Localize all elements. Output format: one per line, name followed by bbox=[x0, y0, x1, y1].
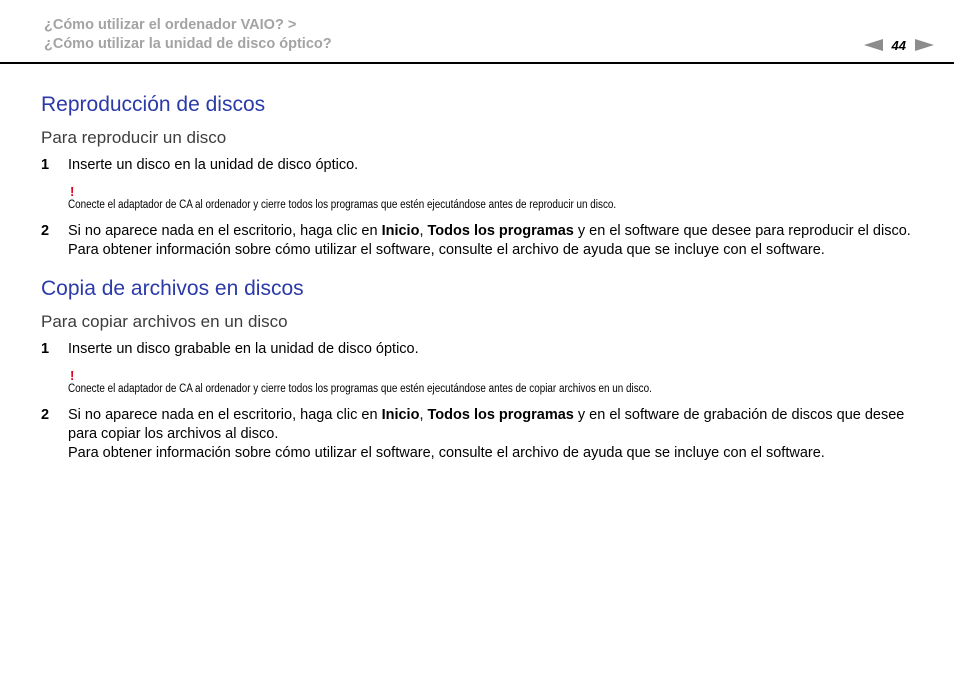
note-block bbox=[68, 370, 921, 397]
section-title: Copia de archivos en discos bbox=[41, 277, 304, 300]
step-text-part: , bbox=[419, 223, 428, 239]
next-page-arrow-icon[interactable] bbox=[915, 39, 934, 51]
step-text-part: , bbox=[419, 407, 428, 423]
step-text bbox=[68, 222, 921, 260]
breadcrumb-link-parent[interactable]: ¿Cómo utilizar el ordenador VAIO? > bbox=[44, 17, 297, 33]
step-text-part: Si no aparece nada en el escritorio, haga clic en bbox=[68, 407, 382, 423]
menu-name-todos-los-programas: Todos los programas bbox=[427, 407, 574, 423]
step-number: 1 bbox=[41, 157, 50, 173]
warning-exclamation-icon: ! bbox=[70, 184, 75, 199]
warning-exclamation-icon: ! bbox=[70, 368, 75, 383]
step-text bbox=[68, 406, 921, 463]
header-divider bbox=[0, 62, 954, 64]
step-item bbox=[41, 406, 921, 463]
page-number: 44 bbox=[891, 37, 906, 53]
step-item bbox=[41, 340, 921, 359]
menu-name-inicio: Inicio bbox=[381, 407, 420, 423]
page-header bbox=[0, 0, 954, 64]
note-text: Conecte el adaptador de CA al ordenador y cierre todos los programas que estén ejecutándose antes de copiar archivos en un disco. bbox=[68, 383, 652, 395]
step-item bbox=[41, 222, 921, 260]
step-text: Inserte un disco grabable en la unidad de disco óptico. bbox=[68, 341, 419, 357]
step-extra-text: Para obtener información sobre cómo utilizar el software, consulte el archivo de ayuda que se incluye con el software. bbox=[68, 242, 825, 258]
section-playback bbox=[41, 92, 921, 260]
main-content bbox=[41, 92, 921, 463]
note-block bbox=[68, 186, 921, 213]
subsection-title: Para reproducir un disco bbox=[41, 128, 227, 147]
section-copy-files bbox=[41, 276, 921, 463]
step-number: 2 bbox=[41, 223, 50, 239]
subsection-title: Para copiar archivos en un disco bbox=[41, 312, 288, 331]
previous-page-arrow-icon[interactable] bbox=[864, 39, 883, 51]
step-number: 1 bbox=[41, 341, 50, 357]
step-number: 2 bbox=[41, 407, 50, 423]
step-text-part: y en el software de grabación de discos que desee para copiar los archivos al disco. bbox=[68, 407, 905, 442]
step-text: Inserte un disco en la unidad de disco óptico. bbox=[68, 157, 359, 173]
step-text-part: y en el software que desee para reproducir el disco. bbox=[573, 223, 911, 239]
breadcrumb-current[interactable]: ¿Cómo utilizar la unidad de disco óptico? bbox=[44, 36, 332, 52]
section-title: Reproducción de discos bbox=[41, 93, 266, 116]
step-extra-text: Para obtener información sobre cómo utilizar el software, consulte el archivo de ayuda que se incluye con el software. bbox=[68, 445, 825, 461]
breadcrumb bbox=[44, 16, 332, 54]
menu-name-todos-los-programas: Todos los programas bbox=[427, 223, 574, 239]
page-navigator bbox=[864, 37, 934, 53]
step-item bbox=[41, 156, 921, 175]
step-text-part: Si no aparece nada en el escritorio, haga clic en bbox=[68, 223, 382, 239]
note-text: Conecte el adaptador de CA al ordenador y cierre todos los programas que estén ejecutándose antes de reproducir un disco. bbox=[68, 199, 617, 211]
menu-name-inicio: Inicio bbox=[381, 223, 420, 239]
